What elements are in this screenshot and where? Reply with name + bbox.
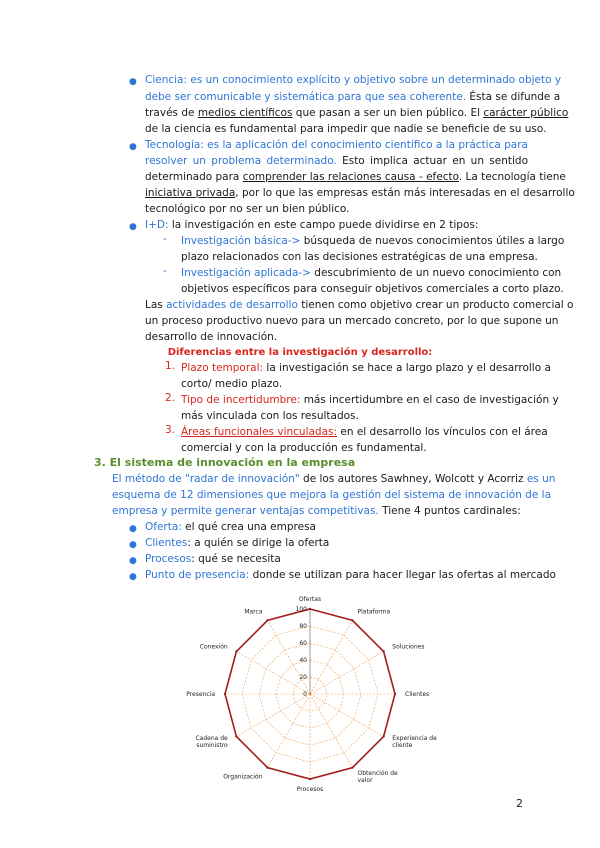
- radar-category-label: Experiencia de cliente: [392, 735, 437, 749]
- section-3-line-3: [112, 503, 521, 520]
- bullet-icon: ●: [129, 540, 137, 550]
- bullet-icon: ●: [129, 524, 137, 534]
- bullet-icon: ●: [129, 222, 137, 232]
- radar-point: [382, 735, 384, 737]
- radar-tick-label: 40: [299, 657, 307, 664]
- point-text: : qué se necesita: [191, 553, 281, 565]
- point-clientes: [145, 535, 329, 552]
- radar-point: [382, 650, 384, 652]
- radar-point: [351, 619, 353, 621]
- ciencia-text: Ésta se difunde a: [466, 91, 561, 103]
- innovation-radar-chart: [160, 590, 460, 800]
- basica-label: Investigación básica->: [181, 235, 301, 247]
- section-3-heading: 3. El sistema de innovación en la empresa: [94, 456, 356, 469]
- diferencia-1-label: Plazo temporal:: [181, 362, 264, 374]
- radar-category-label: Plataforma: [357, 608, 391, 616]
- basica-line-1: [181, 233, 564, 250]
- aplicada-line-1: [181, 265, 561, 282]
- radar-category-label: Marca: [244, 608, 263, 616]
- tecnologia-line-5: tecnológico por no ser un bien público.: [145, 203, 350, 215]
- radar-point: [266, 619, 268, 621]
- radar-spoke: [310, 652, 384, 695]
- radar-metodo-text: El método de "radar de innovación": [112, 473, 300, 485]
- tecnologia-line-1: Tecnología: es la aplicación del conocimiento científico a la práctica para: [145, 139, 528, 151]
- actividades-desarrollo-text: actividades de desarrollo: [166, 299, 298, 311]
- bullet-icon: ●: [129, 556, 137, 566]
- tecnologia-text: . La tecnología tiene: [458, 171, 566, 183]
- section-3-blue-text: es un: [526, 473, 556, 485]
- radar-category-label: Conexión: [199, 643, 228, 651]
- tecnologia-text: Esto implica actuar en un sentido: [336, 155, 528, 167]
- page-number: 2: [516, 797, 523, 810]
- point-text: el qué crea una empresa: [181, 521, 316, 533]
- id-text: la investigación en este campo puede dividirse en 2 tipos:: [168, 219, 479, 231]
- diferencia-3-line-1: [181, 424, 548, 441]
- tecnologia-text: determinado para: [145, 171, 243, 183]
- radar-tick-label: 60: [299, 640, 307, 647]
- radar-tick-label: 80: [299, 623, 307, 630]
- tecnologia-text: , por lo que las empresas están más interesadas en el desarrollo: [235, 187, 575, 199]
- radar-category-label: Procesos: [296, 786, 324, 793]
- section-3-blue-text: empresa y permite generar ventajas competitivas.: [112, 505, 379, 517]
- bullet-icon: ●: [129, 572, 137, 582]
- point-label: Clientes: [145, 537, 188, 549]
- diferencia-1-line-1: [181, 360, 551, 377]
- ciencia-line-3: [145, 105, 568, 122]
- section-3-text: de los autores Sawhney, Wolcott y Acorriz: [299, 473, 527, 485]
- diferencia-2-line-1: [181, 392, 559, 409]
- ciencia-text: que pasan a ser un bien público. El: [292, 107, 484, 119]
- diferencia-3-text: en el desarrollo los vínculos con el área: [337, 426, 548, 438]
- item-number: 2.: [165, 392, 176, 404]
- diferencia-1-line-2: corto/ medio plazo.: [181, 378, 283, 390]
- radar-spoke: [268, 694, 311, 768]
- ciencia-text: través de: [145, 107, 198, 119]
- point-procesos: [145, 551, 281, 568]
- medios-cientificos-link: medios científicos: [197, 107, 293, 119]
- radar-category-label: Obtención de valor: [357, 769, 398, 784]
- ciencia-line-2: [145, 89, 561, 106]
- id-label: I+D:: [145, 219, 169, 231]
- basica-line-2: plazo relacionados con las decisiones estratégicas de una empresa.: [181, 251, 538, 263]
- radar-point: [224, 693, 226, 695]
- point-oferta: [145, 519, 316, 536]
- ciencia-line-4: de la ciencia es fundamental para impedir que nadie se beneficie de su uso.: [145, 123, 547, 135]
- tecnologia-line-4: [145, 185, 575, 202]
- point-presencia: [145, 567, 556, 584]
- radar-point: [235, 650, 237, 652]
- point-text: donde se utilizan para hacer llegar las ofertas al mercado: [249, 569, 556, 581]
- item-number: 1.: [165, 360, 176, 372]
- point-label: Oferta:: [145, 521, 182, 533]
- radar-category-label: Clientes: [405, 691, 430, 698]
- diferencia-1-text: la investigación se hace a largo plazo y el desarrollo a: [263, 362, 551, 374]
- radar-category-label: Presencia: [186, 691, 215, 698]
- radar-point: [309, 778, 311, 780]
- diferencia-2-label: Tipo de incertidumbre:: [181, 394, 301, 406]
- radar-point: [266, 766, 268, 768]
- point-text: : a quién se dirige la oferta: [187, 537, 330, 549]
- desarrollo-text: Las: [145, 299, 167, 311]
- diferencias-title: Diferencias entre la investigación y desarrollo:: [167, 347, 433, 358]
- desarrollo-line-1: [145, 297, 574, 314]
- aplicada-text: descubrimiento de un nuevo conocimiento con: [310, 267, 562, 279]
- section-3-text: Tiene 4 puntos cardinales:: [378, 505, 521, 517]
- bullet-icon: ●: [129, 77, 137, 87]
- point-label: Procesos: [145, 553, 192, 565]
- bullet-icon: ●: [129, 142, 137, 152]
- iniciativa-privada-text: iniciativa privada: [145, 187, 236, 199]
- radar-point: [309, 608, 311, 610]
- aplicada-line-2: objetivos específicos para conseguir objetivos comerciales a corto plazo.: [181, 283, 564, 295]
- point-label: Punto de presencia:: [145, 569, 250, 581]
- radar-tick-label: 20: [299, 674, 307, 681]
- ciencia-line-1: Ciencia: es un conocimiento explícito y objetivo sobre un determinado objeto y: [145, 74, 562, 86]
- desarrollo-line-3: desarrollo de innovación.: [145, 331, 278, 343]
- radar-category-label: Cadena de suministro: [195, 735, 228, 749]
- ciencia-blue-text: debe ser comunicable y sistemática para que sea coherente.: [145, 91, 467, 103]
- aplicada-label: Investigación aplicada->: [181, 267, 311, 279]
- radar-category-label: Ofertas: [298, 596, 322, 603]
- radar-tick-label: 100: [295, 606, 307, 613]
- tecnologia-line-3: [145, 169, 566, 186]
- radar-point: [235, 735, 237, 737]
- diferencia-3-label: Áreas funcionales vinculadas:: [181, 426, 338, 438]
- tecnologia-blue-text: resolver un problema determinado.: [145, 155, 337, 167]
- section-3-line-1: [112, 471, 556, 488]
- section-3-line-2: esquema de 12 dimensiones que mejora la gestión del sistema de innovación de la: [112, 489, 552, 501]
- desarrollo-text: tienen como objetivo crear un producto comercial o: [297, 299, 574, 311]
- item-number: 3.: [165, 424, 176, 436]
- id-title: [145, 217, 478, 234]
- diferencia-2-line-2: más vinculada con los resultados.: [181, 410, 359, 422]
- radar-point: [351, 766, 353, 768]
- diferencia-3-line-2: comercial y con la producción es fundamental.: [181, 442, 427, 454]
- radar-category-label: Organización: [223, 773, 263, 781]
- dash-icon: -: [163, 233, 167, 245]
- radar-point: [394, 693, 396, 695]
- basica-text: búsqueda de nuevos conocimientos útiles a largo: [300, 235, 565, 247]
- causa-efecto-text: comprender las relaciones causa - efecto: [242, 171, 459, 183]
- radar-category-label: Soluciones: [392, 643, 425, 651]
- tecnologia-line-2: [145, 153, 528, 170]
- caracter-publico-text: carácter público: [483, 107, 569, 119]
- desarrollo-line-2: un proceso productivo nuevo para un mercado concreto, por lo que supone un: [145, 315, 559, 327]
- diferencia-2-text: más incertidumbre en el caso de investigación y: [300, 394, 559, 406]
- radar-tick-label: 0: [303, 691, 307, 698]
- dash-icon: -: [163, 265, 167, 277]
